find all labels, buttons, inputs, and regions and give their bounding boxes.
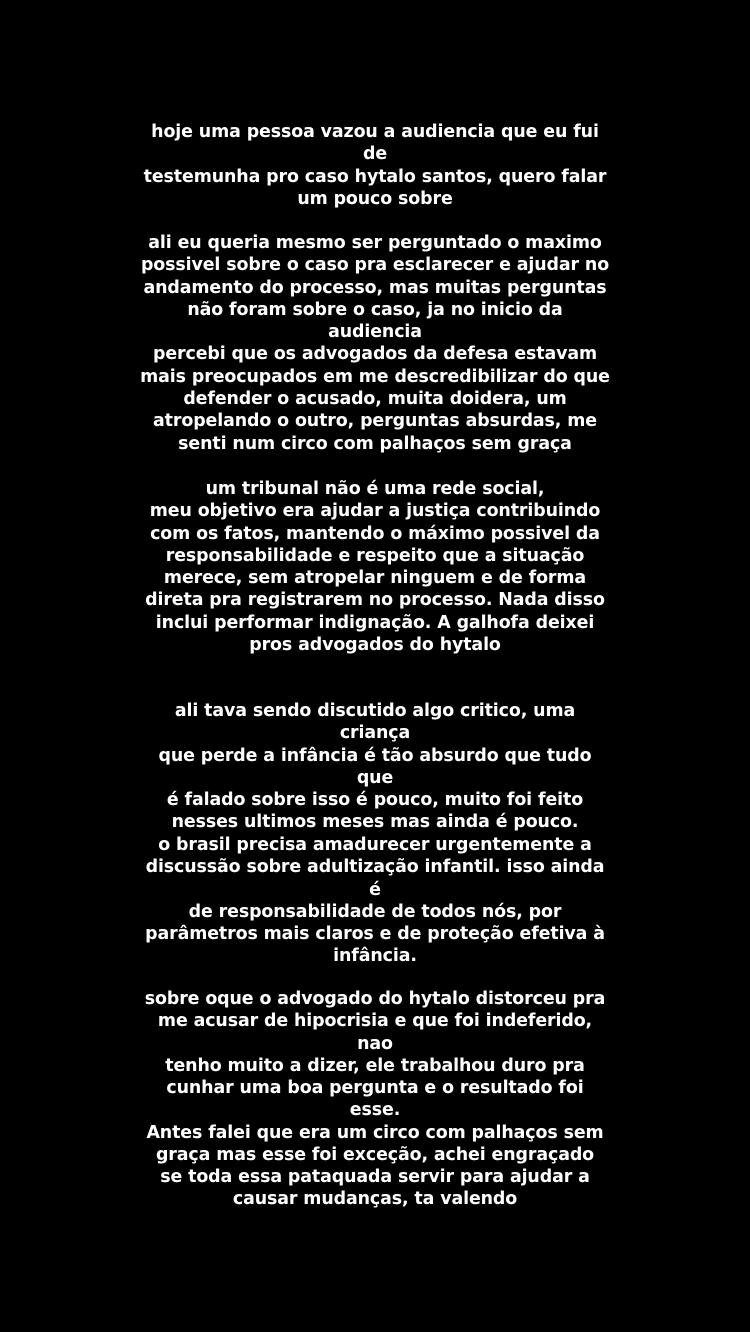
story-paragraph-1: hoje uma pessoa vazou a audiencia que eu fui de testemunha pro caso hytalo santos, quero falar um pouco sobre [143, 122, 607, 209]
story-paragraph-6: sobre oque o advogado do hytalo distorceu pra me acusar de hipocrisia e que foi indeferido, nao tenho muito a dizer, ele trabalhou duro pra cunhar uma boa pergunta e o resultado foi esse. Antes falei que era um circo com palhaços sem graça mas esse foi exceção, achei engraçado [144, 989, 606, 1166]
story-paragraph-2: ali eu queria mesmo ser perguntado o maximo possivel sobre o caso pra esclarecer e ajudar no andamento do processo, mas muitas perguntas não foram sobre o caso, ja no inicio da audiencia percebi que os advogados da defesa estavam mais preocupados em me descredibilizar do que defender o acusado, muita doidera, um atropelando o outro, perguntas absurdas, me senti num circo com palhaços sem graça [140, 233, 610, 454]
story-paragraph-4: ali tava sendo discutido algo critico, uma criança que perde a infância é tão absurdo que tudo que é falado sobre isso é pouco, muito foi feito nesses ultimos meses mas ainda é pouco. [158, 701, 592, 833]
story-paragraph-5: o brasil precisa amadurecer urgentemente a discussão sobre adultização infantil. isso ainda é de responsabilidade de todos nós, por parâmetros mais claros e de proteção efetiva à infância. [145, 835, 605, 967]
story-paragraph-3: um tribunal não é uma rede social, meu objetivo era ajudar a justiça contribuindo com os fatos, mantendo o máximo possivel da responsabilidade e respeito que a situação merece, sem atropelar ninguem e de forma direta pra registrarem no processo. Nada disso inclui performar indignação. A galhofa deixei pros advogados do hytalo [145, 479, 605, 656]
story-paragraph-7: se toda essa pataquada servir para ajudar a causar mudanças, ta valendo [160, 1167, 590, 1210]
